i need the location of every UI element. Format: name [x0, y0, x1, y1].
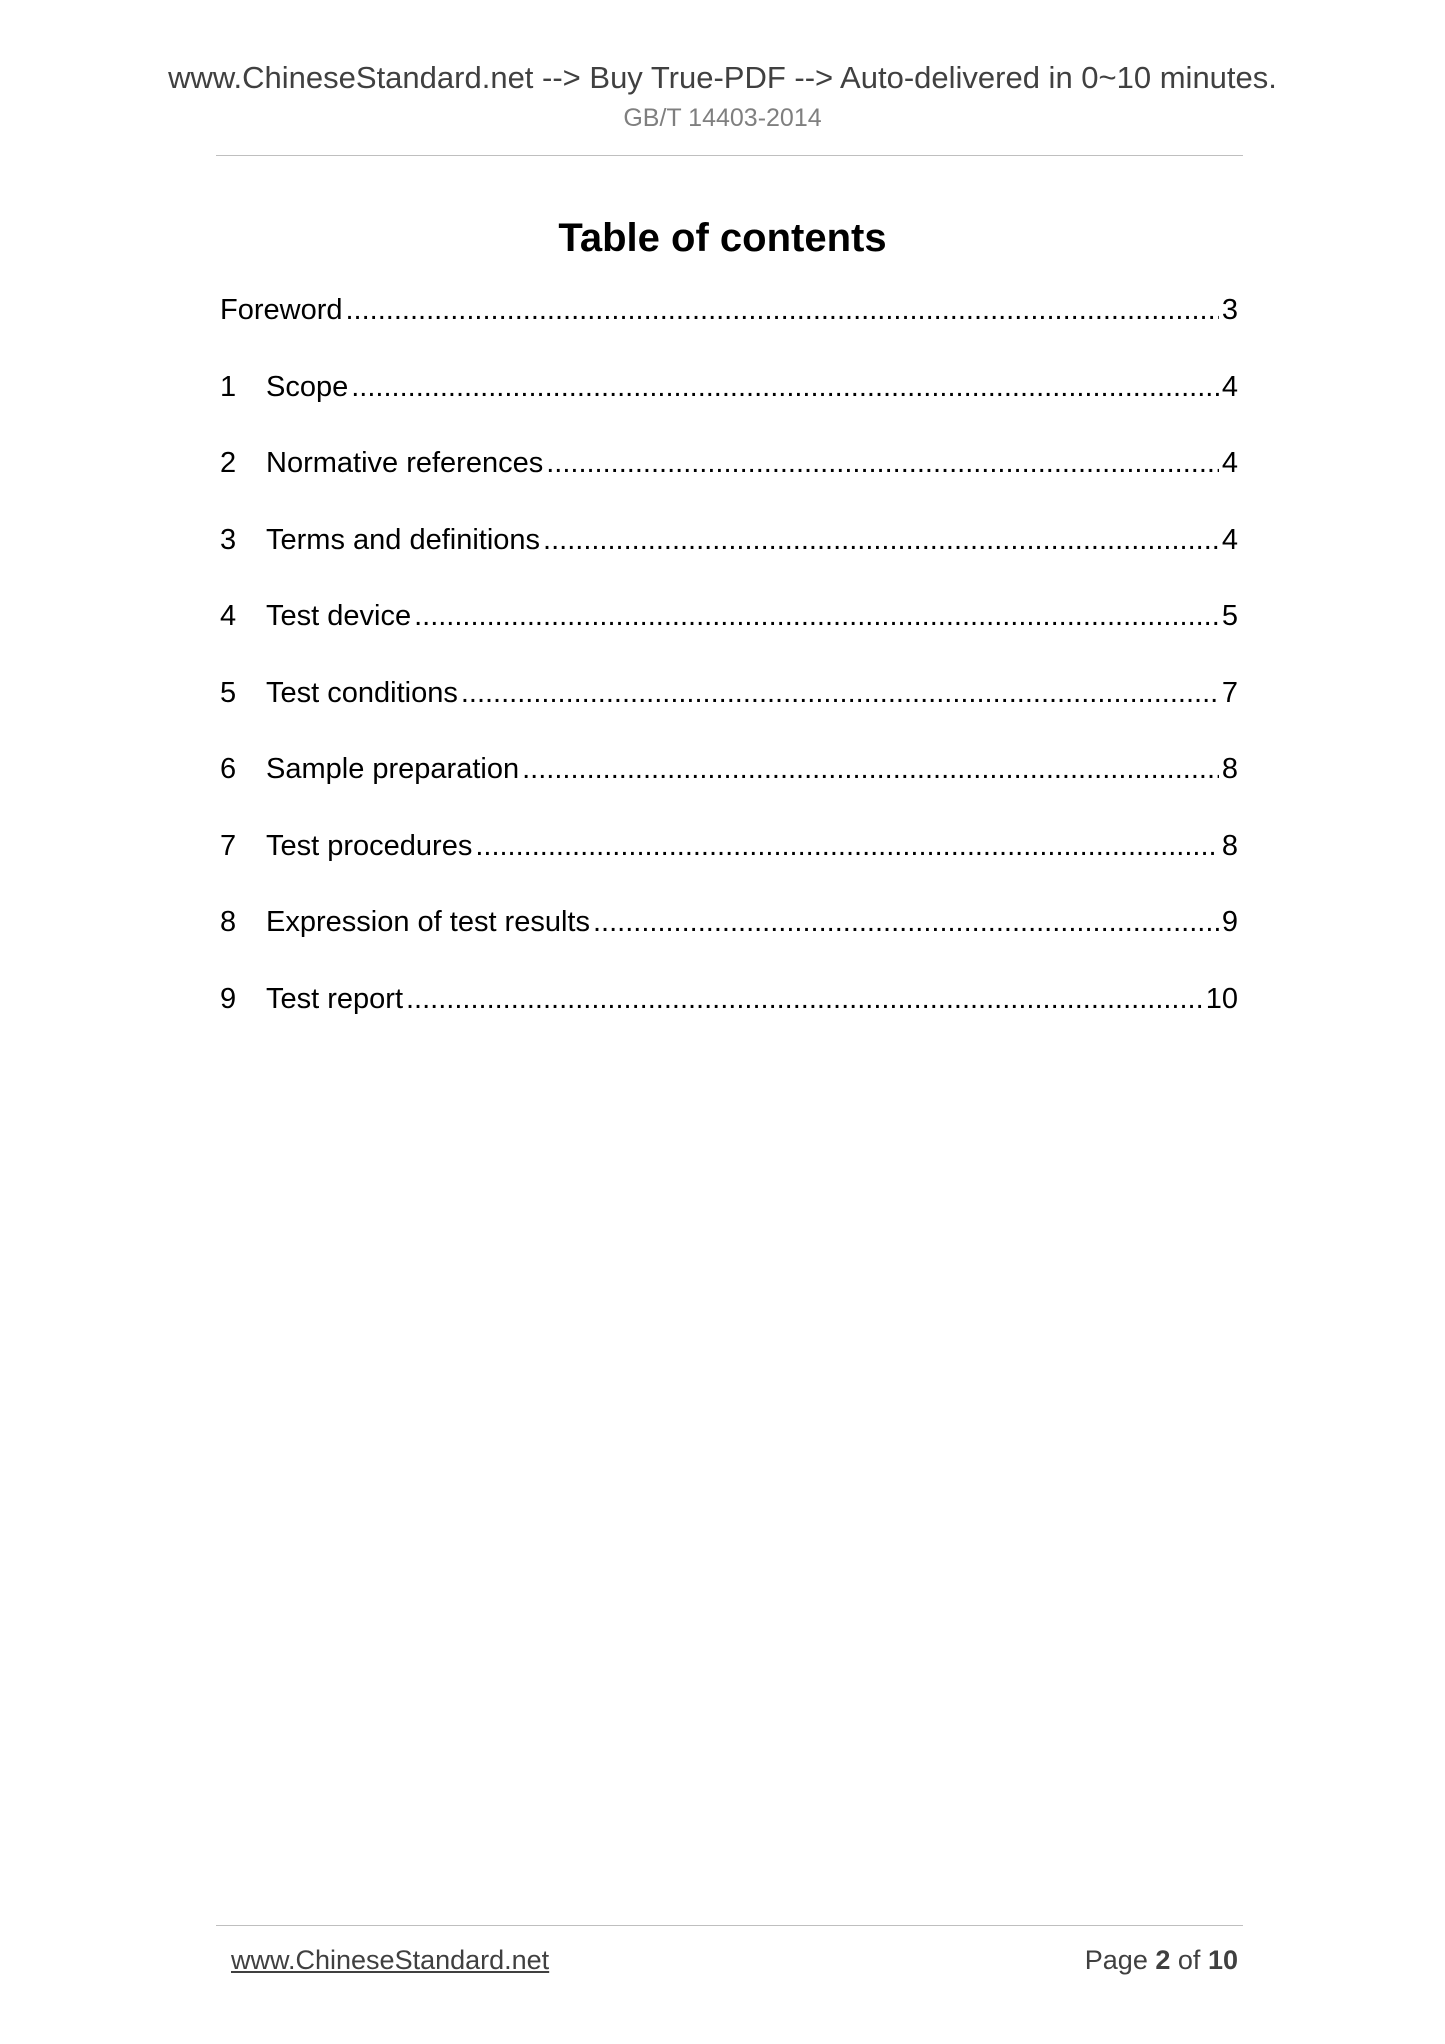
toc-entry-test-device[interactable]: [220, 598, 1238, 675]
toc-leader-dots: [414, 598, 1219, 634]
toc-entry-terms-and-definitions[interactable]: [220, 522, 1238, 599]
toc-entry-sample-preparation[interactable]: [220, 751, 1238, 828]
document-code: GB/T 14403-2014: [623, 104, 822, 132]
page-total: 10: [1207, 1945, 1238, 1975]
toc-leader-dots: [406, 981, 1203, 1017]
toc-entry-page: 8: [1221, 753, 1238, 785]
toc-entry-test-conditions[interactable]: [220, 675, 1238, 752]
toc-entry-number: 4: [220, 600, 237, 632]
toc-leader-dots: [546, 445, 1219, 481]
toc-leader-dots: [522, 751, 1219, 787]
toc-entry-number: 9: [220, 982, 237, 1015]
toc-entry-page: 10: [1205, 982, 1238, 1015]
toc-entry-page: 4: [1221, 447, 1238, 479]
toc-entry-page: 7: [1221, 676, 1238, 709]
header-divider: [216, 155, 1243, 156]
toc-entry-page: 4: [1221, 370, 1238, 403]
toc-entry-number: 7: [220, 829, 237, 862]
toc-entry-label: Scope: [266, 370, 349, 403]
toc-entry-page: 3: [1221, 294, 1238, 326]
toc-leader-dots: [593, 904, 1219, 940]
toc-entry-number: 3: [220, 523, 237, 556]
page-current: 2: [1155, 1945, 1171, 1975]
toc-entry-label: Foreword: [220, 294, 343, 326]
toc-entry-page: 9: [1221, 906, 1238, 938]
header-banner: www.ChineseStandard.net --> Buy True-PDF --> Auto-delivered in 0~10 minutes.: [168, 60, 1277, 95]
toc-entry-test-procedures[interactable]: [220, 828, 1238, 905]
toc-title: Table of contents: [558, 216, 887, 260]
toc-entry-page: 4: [1221, 523, 1238, 556]
toc-leader-dots: [475, 828, 1219, 864]
page-indicator: [1085, 1942, 1238, 1978]
toc-entry-expression-of-test-results[interactable]: [220, 904, 1238, 981]
table-of-contents: [220, 292, 1238, 1057]
toc-entry-normative-references[interactable]: [220, 445, 1238, 522]
toc-entry-label: Sample preparation: [266, 753, 520, 785]
toc-leader-dots: [351, 369, 1219, 405]
toc-entry-scope[interactable]: [220, 369, 1238, 446]
footer-website-link[interactable]: www.ChineseStandard.net: [231, 1945, 550, 1975]
toc-entry-test-report[interactable]: [220, 981, 1238, 1058]
toc-entry-number: 1: [220, 370, 237, 403]
page-of: of: [1177, 1945, 1201, 1975]
toc-entry-label: Normative references: [266, 447, 544, 479]
toc-entry-foreword[interactable]: [220, 292, 1238, 369]
toc-entry-number: 2: [220, 447, 237, 479]
toc-entry-label: Test device: [266, 600, 412, 632]
toc-leader-dots: [461, 675, 1219, 711]
toc-entry-label: Test procedures: [266, 829, 473, 862]
toc-entry-page: 5: [1221, 600, 1238, 632]
toc-entry-label: Test report: [266, 982, 403, 1015]
footer-divider: [216, 1925, 1243, 1926]
toc-entry-number: 6: [220, 753, 237, 785]
toc-entry-label: Expression of test results: [266, 906, 590, 938]
toc-leader-dots: [543, 522, 1219, 558]
toc-leader-dots: [346, 292, 1219, 328]
toc-entry-label: Terms and definitions: [266, 523, 541, 556]
toc-entry-number: 5: [220, 676, 237, 709]
toc-entry-number: 8: [220, 906, 237, 938]
toc-entry-label: Test conditions: [266, 676, 458, 709]
toc-entry-page: 8: [1221, 829, 1238, 862]
page-prefix: Page: [1084, 1945, 1148, 1975]
